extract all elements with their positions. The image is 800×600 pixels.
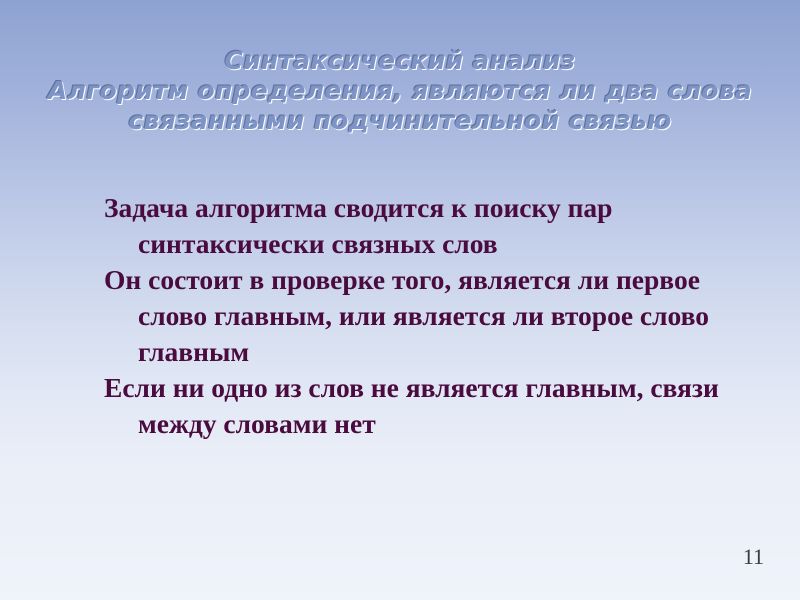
page-number: 11	[742, 544, 764, 569]
slide-title-line-2: Алгоритм определения, являются ли два слова	[47, 76, 753, 105]
bullet-item: Он состоит в проверке того, является ли первое слово главным, или является ли второе слово главным	[104, 264, 710, 367]
slide-title	[0, 46, 800, 136]
slide-title-line-3: связанными подчинительной связью	[128, 106, 672, 135]
slide-title-line-1: Синтаксический анализ	[224, 46, 576, 75]
bullet-item: Задача алгоритма сводится к поиску пар синтаксически связных слов	[104, 192, 613, 259]
bullet-item: Если ни одно из слов не является главным, связи между словами нет	[104, 372, 719, 439]
slide-body	[104, 190, 744, 442]
